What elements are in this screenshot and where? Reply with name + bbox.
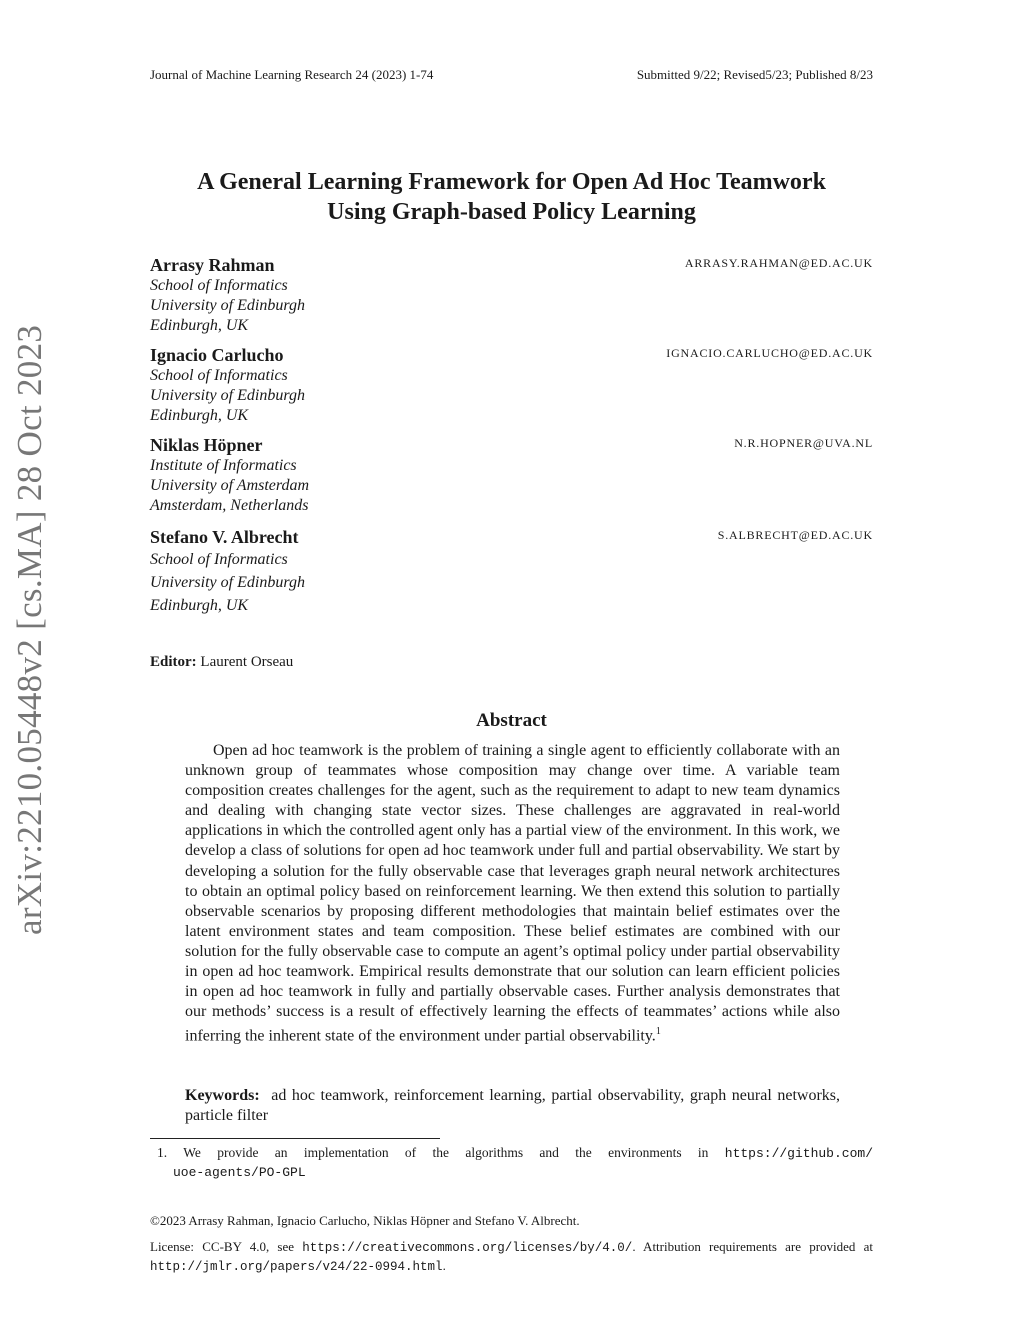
- author-2: [150, 344, 873, 426]
- license-line-1: [150, 1238, 873, 1257]
- author-affiliation: University of Edinburgh: [150, 574, 305, 591]
- author-affiliation: Edinburgh, UK: [150, 317, 249, 334]
- abstract-body: [185, 741, 840, 1047]
- footnote-number: 1.: [157, 1145, 168, 1160]
- copyright-notice: ©2023 Arrasy Rahman, Ignacio Carlucho, Niklas Höpner and Stefano V. Albrecht.: [150, 1213, 580, 1228]
- author-name: Arrasy Rahman: [150, 255, 275, 275]
- footnote-divider: [150, 1138, 440, 1139]
- author-email[interactable]: ARRASY.RAHMAN@ED.AC.UK: [684, 256, 873, 270]
- author-affiliation: School of Informatics: [150, 277, 288, 294]
- jmlr-paper-link[interactable]: http://jmlr.org/papers/v24/22-0994.html: [150, 1260, 443, 1274]
- editor-name: Laurent Orseau: [200, 654, 294, 670]
- footnote-line-1: [157, 1144, 873, 1163]
- author-affiliation: University of Edinburgh: [150, 297, 305, 314]
- abstract-heading: Abstract: [476, 710, 547, 731]
- author-name: Stefano V. Albrecht: [150, 527, 299, 547]
- keywords: [185, 1086, 840, 1126]
- submission-dates: Submitted 9/22; Revised5/23; Published 8/23: [636, 67, 873, 82]
- author-4: [150, 526, 873, 617]
- author-email[interactable]: N.R.HOPNER@UVA.NL: [734, 436, 873, 450]
- license-line-2: [150, 1257, 873, 1276]
- license-suffix: .: [442, 1258, 446, 1273]
- title-line-2: Using Graph-based Policy Learning: [327, 199, 696, 225]
- author-3: [150, 434, 873, 516]
- author-affiliation: Edinburgh, UK: [150, 597, 249, 614]
- author-affiliation: Amsterdam, Netherlands: [150, 497, 309, 514]
- abstract-text: Open ad hoc teamwork is the problem of training a single agent to efficiently collaborate with an unknown group of teammates whose composition may change over time. A variable team composition creates challenges for the agent, such as the requirement to adapt to new team dynamics and dealing with changing state vector sizes. These challenges are aggravated in real-world applications in which the controlled agent only has a partial view of the environment. In this work, we develop a class of solutions for open ad hoc teamwork under full and partial observability. We start by developing a solution for the fully observable case that leverages graph neural network architectures to obtain an optimal policy based on reinforcement learning. We then extend this solution to partially observable scenarios by proposing different methodologies that maintain belief estimates over the latent environment states and team composition. These belief estimates are combined with our solution for the fully observable case to compute an agent’s optimal policy under partial observability in open ad hoc teamwork. Empirical results demonstrate that our solution can learn efficient policies in open ad hoc teamwork in fully and partially observable cases. Further analysis demonstrates that our methods’ success is a result of effectively learning the effects of teammates’ actions while also inferring the inherent state of the environment under partial observability.: [185, 742, 840, 1045]
- author-affiliation: University of Amsterdam: [150, 477, 310, 494]
- paper-title: [150, 167, 873, 227]
- license-prefix: License: CC-BY 4.0, see: [150, 1239, 295, 1254]
- keywords-label: Keywords:: [185, 1087, 260, 1104]
- author-email[interactable]: S.ALBRECHT@ED.AC.UK: [717, 528, 873, 542]
- github-link-continued[interactable]: uoe-agents/PO-GPL: [173, 1165, 306, 1180]
- footnote-marker[interactable]: 1: [655, 1026, 661, 1038]
- journal-header: Journal of Machine Learning Research 24 (2023) 1-74: [150, 67, 434, 82]
- author-affiliation: Institute of Informatics: [150, 457, 297, 474]
- author-affiliation: University of Edinburgh: [150, 387, 305, 404]
- title-line-1: A General Learning Framework for Open Ad Hoc Teamwork: [197, 169, 826, 195]
- editor-label: Editor:: [150, 654, 197, 670]
- author-affiliation: Edinburgh, UK: [150, 407, 249, 424]
- license-middle: . Attribution requirements are provided at: [632, 1239, 874, 1254]
- footnote-text: We provide an implementation of the algorithms and the environments in: [183, 1145, 709, 1160]
- keywords-text: ad hoc teamwork, reinforcement learning, partial observability, graph neural networks, particle filter: [185, 1087, 840, 1124]
- footnote-line-2: [157, 1163, 873, 1182]
- arxiv-stamp: arXiv:2210.05448v2 [cs.MA] 28 Oct 2023: [10, 324, 49, 935]
- author-affiliation: School of Informatics: [150, 367, 288, 384]
- author-affiliation: School of Informatics: [150, 551, 288, 568]
- editor-line: [150, 654, 293, 671]
- author-1: [150, 254, 873, 336]
- author-name: Ignacio Carlucho: [150, 345, 284, 365]
- license-notice: [150, 1238, 873, 1276]
- author-email[interactable]: IGNACIO.CARLUCHO@ED.AC.UK: [666, 346, 873, 360]
- github-link[interactable]: https://github.com/: [724, 1146, 873, 1161]
- author-name: Niklas Höpner: [150, 435, 263, 455]
- license-link[interactable]: https://creativecommons.org/licenses/by/4.0/: [302, 1241, 633, 1255]
- footnote: [157, 1144, 873, 1182]
